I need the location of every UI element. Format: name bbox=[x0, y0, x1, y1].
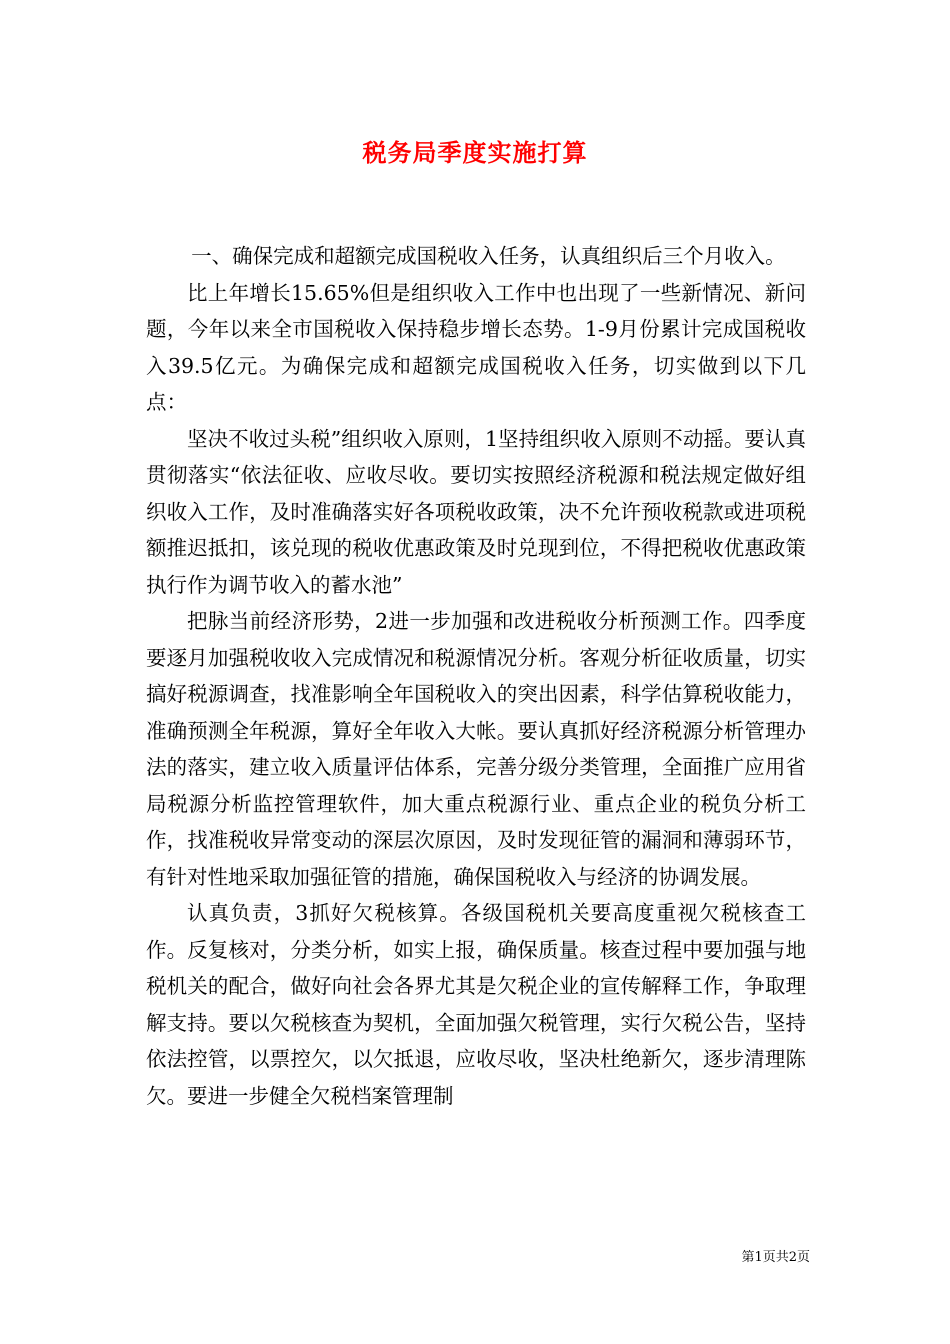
document-body bbox=[146, 238, 806, 1114]
paragraph-1: 一、确保完成和超额完成国税收入任务，认真组织后三个月收入。 bbox=[191, 244, 786, 268]
paragraph-5: 认真负责，3抓好欠税核算。各级国税机关要高度重视欠税核查工作。反复核对，分类分析，如实上报，确保质量。核查过程中要加强与地税机关的配合，做好向社会各界尤其是欠税企业的宣传解释工作，争取理解支持。要以欠税核查为契机，全面加强欠税管理，实行欠税公告，坚持依法控管，以票控欠，以欠抵退，应收尽收，坚决杜绝新欠，逐步清理陈欠。要进一步健全欠税档案管理制 bbox=[146, 901, 806, 1108]
paragraph-2: 比上年增长15.65%但是组织收入工作中也出现了一些新情况、新问题，今年以来全市国税收入保持稳步增长态势。1-9月份累计完成国税收入39.5亿元。为确保完成和超额完成国税收入任务，切实做到以下几点： bbox=[146, 280, 806, 414]
page-number-footer: 第1页共2页 bbox=[741, 1250, 810, 1265]
document-title: 税务局季度实施打算 bbox=[362, 138, 588, 167]
paragraph-4: 把脉当前经济形势，2进一步加强和改进税收分析预测工作。四季度要逐月加强税收收入完成情况和税源情况分析。客观分析征收质量，切实搞好税源调查，找准影响全年国税收入的突出因素，科学估算税收能力，准确预测全年税源，算好全年收入大帐。要认真抓好经济税源分析管理办法的落实，建立收入质量评估体系，完善分级分类管理，全面推广应用省局税源分析监控管理软件，加大重点税源行业、重点企业的税负分析工作，找准税收异常变动的深层次原因，及时发现征管的漏洞和薄弱环节，有针对性地采取加强征管的措施，确保国税收入与经济的协调发展。 bbox=[146, 609, 806, 889]
paragraph-3: 坚决不收过头税”组织收入原则，1坚持组织收入原则不动摇。要认真贯彻落实“依法征收、应收尽收。要切实按照经济税源和税法规定做好组织收入工作，及时准确落实好各项税收政策，决不允许预收税款或进项税额推迟抵扣，该兑现的税收优惠政策及时兑现到位，不得把税收优惠政策执行作为调节收入的蓄水池” bbox=[146, 426, 806, 597]
